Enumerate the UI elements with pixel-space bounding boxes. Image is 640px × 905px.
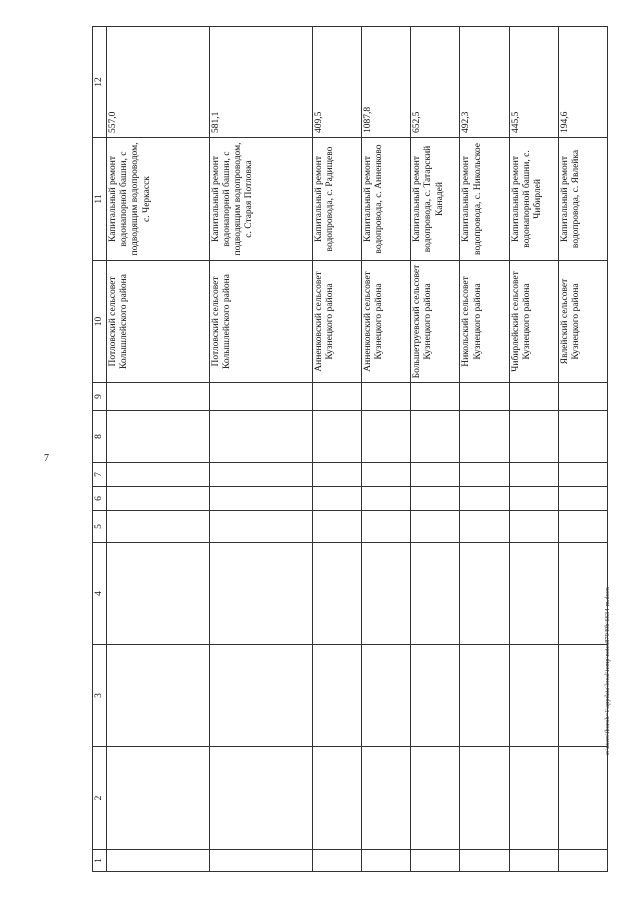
cell-empty [209, 487, 312, 511]
table-row [312, 27, 361, 872]
cell-empty [460, 645, 509, 747]
cell-empty [312, 850, 361, 872]
col-number: 1 [93, 850, 107, 872]
cell-amount: 445,5 [509, 27, 558, 138]
cell-empty [361, 411, 410, 463]
cell-empty [558, 511, 607, 543]
cell-empty [312, 645, 361, 747]
cell-empty [558, 487, 607, 511]
cell-work: Капитальный ремонт водопровода, с. Татарский Канадей [411, 138, 460, 261]
cell-empty [107, 645, 210, 747]
cell-empty [361, 487, 410, 511]
cell-empty [558, 411, 607, 463]
cell-amount: 492,3 [460, 27, 509, 138]
cell-empty [312, 511, 361, 543]
cell-empty [509, 487, 558, 511]
cell-empty [209, 747, 312, 850]
cell-empty [460, 850, 509, 872]
cell-empty [509, 463, 558, 487]
cell-empty [460, 747, 509, 850]
cell-empty [107, 463, 210, 487]
cell-amount: 581,1 [209, 27, 312, 138]
cell-work: Капитальный ремонт водопровода, с. Явлейка [558, 138, 607, 261]
cell-empty [411, 747, 460, 850]
cell-empty [107, 747, 210, 850]
cell-organization: Никольский сельсовет Кузнецкого района [460, 261, 509, 383]
cell-organization: Явлейский сельсовет Кузнецкого района [558, 261, 607, 383]
cell-empty [460, 411, 509, 463]
cell-empty [509, 850, 558, 872]
cell-empty [312, 411, 361, 463]
cell-empty [460, 463, 509, 487]
cell-empty [361, 543, 410, 645]
cell-empty [209, 850, 312, 872]
col-number: 7 [93, 463, 107, 487]
cell-empty [107, 850, 210, 872]
cell-empty [558, 543, 607, 645]
table-row [107, 27, 210, 872]
cell-empty [509, 411, 558, 463]
cell-empty [509, 511, 558, 543]
cell-empty [460, 511, 509, 543]
cell-empty [411, 543, 460, 645]
cell-empty [107, 383, 210, 411]
cell-empty [107, 511, 210, 543]
cell-empty [361, 747, 410, 850]
col-number: 8 [93, 411, 107, 463]
cell-empty [209, 543, 312, 645]
col-number: 2 [93, 747, 107, 850]
cell-amount: 409,5 [312, 27, 361, 138]
cell-empty [411, 383, 460, 411]
cell-empty [558, 645, 607, 747]
cell-organization: Потловский сельсовет Колышлейского района [209, 261, 312, 383]
cell-empty [558, 747, 607, 850]
cell-organization: Анненковский сельсовет Кузнецкого района [312, 261, 361, 383]
cell-empty [509, 645, 558, 747]
cell-empty [209, 411, 312, 463]
cell-empty [209, 645, 312, 747]
data-table [92, 26, 608, 872]
col-number: 5 [93, 511, 107, 543]
cell-empty [209, 383, 312, 411]
cell-empty [411, 511, 460, 543]
cell-empty [209, 511, 312, 543]
table-row [558, 27, 607, 872]
cell-work: Капитальный ремонт водонапорной башни, с подводящим водопроводом, с. Старая Потловка [209, 138, 312, 261]
cell-organization: Анненковский сельсовет Кузнецкого района [361, 261, 410, 383]
cell-empty [107, 543, 210, 645]
table-row [460, 27, 509, 872]
cell-empty [509, 543, 558, 645]
cell-empty [361, 850, 410, 872]
cell-empty [558, 463, 607, 487]
col-number: 6 [93, 487, 107, 511]
cell-empty [312, 383, 361, 411]
col-number: 12 [93, 27, 107, 138]
col-number: 4 [93, 543, 107, 645]
cell-empty [411, 850, 460, 872]
table-row [509, 27, 558, 872]
cell-empty [411, 411, 460, 463]
cell-empty [107, 487, 210, 511]
cell-empty [361, 645, 410, 747]
cell-amount: 557,0 [107, 27, 210, 138]
cell-empty [411, 487, 460, 511]
col-number: 3 [93, 645, 107, 747]
cell-work: Капитальный ремонт водопровода, с. Никольское [460, 138, 509, 261]
cell-empty [460, 487, 509, 511]
cell-empty [460, 383, 509, 411]
cell-amount: 194,6 [558, 27, 607, 138]
col-number: 11 [93, 138, 107, 261]
cell-organization: Чибирлейский сельсовет Кузнецкого района [509, 261, 558, 383]
col-number: 10 [93, 261, 107, 383]
cell-work: Капитальный ремонт водонапорной башни, с. Чибирлей [509, 138, 558, 261]
cell-empty [411, 463, 460, 487]
cell-empty [509, 383, 558, 411]
cell-organization: Большетруевский сельсовет Кузнецкого района [411, 261, 460, 383]
cell-work: Капитальный ремонт водопровода, с. Радищево [312, 138, 361, 261]
table-row [209, 27, 312, 872]
column-number-row [93, 27, 107, 872]
cell-empty [361, 383, 410, 411]
cell-amount: 1087,8 [361, 27, 410, 138]
table-row [361, 27, 410, 872]
rotated-table-container [92, 27, 608, 872]
cell-empty [460, 543, 509, 645]
cell-empty [509, 747, 558, 850]
cell-work: Капитальный ремонт водонапорной башни, с подводящим водопроводом, с. Черкасск [107, 138, 210, 261]
col-number: 9 [93, 383, 107, 411]
footer-path-text: c:\users\iboroh~1\appdata\local\temp\notes87949b\6634-m.docx [604, 587, 611, 755]
cell-work: Капитальный ремонт водопровода, с. Анненково [361, 138, 410, 261]
cell-organization: Потловский сельсовет Колышлейского района [107, 261, 210, 383]
cell-empty [558, 383, 607, 411]
cell-empty [312, 487, 361, 511]
table-row [411, 27, 460, 872]
cell-empty [411, 645, 460, 747]
cell-empty [312, 463, 361, 487]
cell-amount: 652,5 [411, 27, 460, 138]
cell-empty [558, 850, 607, 872]
cell-empty [107, 411, 210, 463]
cell-empty [361, 463, 410, 487]
cell-empty [312, 747, 361, 850]
cell-empty [361, 511, 410, 543]
page-number: 7 [44, 453, 49, 464]
cell-empty [312, 543, 361, 645]
cell-empty [209, 463, 312, 487]
